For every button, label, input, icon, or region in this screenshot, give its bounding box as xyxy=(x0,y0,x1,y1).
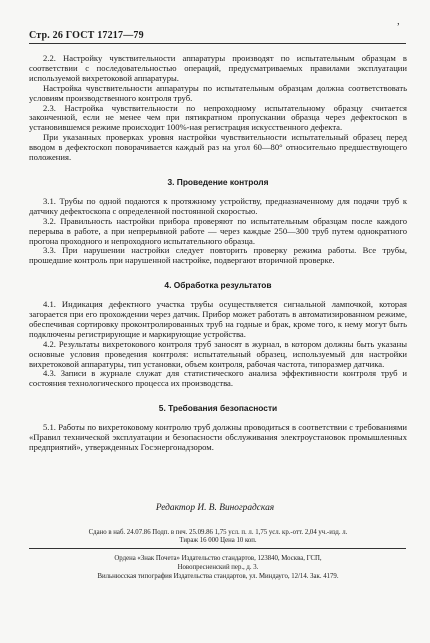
header-rule xyxy=(29,43,406,44)
paragraph: 3.2. Правильность настройки прибора проверяют по испытательным образцам после каждого перерыва в работе, а при непрерывной работе — через каждые 250—300 труб путем однократного прогона проходного и непроходного испытательного образца. xyxy=(29,215,407,246)
paragraph: 2.3. Настройка чувствительности по непроходному испытательному образцу считается законченной, если не менее чем при пятикратном пропускании образца через дефектоскоп в установившемся режиме происходит 100%-ная регистрация искусственного дефекта. xyxy=(29,102,407,133)
paragraph: 3.3. При нарушении настройки следует повторить проверку режима работы. Все трубы, прошедшие контроль при нарушенной настройке, подвергают вторичной проверке. xyxy=(29,245,407,266)
paragraph: 4.2. Результаты вихретокового контроля труб заносят в журнал, в котором должны быть указаны основные условия проведения контроля: испытательный образец, используемый для настройки вихретоковой аппаратуры, тип установки, объем контроля, рабочая частота, типоразмер датчика. xyxy=(29,338,407,369)
editor-credit: Редактор И. В. Виноградская xyxy=(155,503,275,513)
print-imprint xyxy=(29,529,407,546)
paragraph: 2.2. Настройку чувствительности аппаратуры производят по испытательным образцам в соответствии с последовательностью операций, предусматриваемых правилами эксплуатации используемой вихретоковой аппаратуры. xyxy=(29,53,407,83)
publisher-info xyxy=(29,554,407,581)
publisher-line: Вильнюсская типография Издательства стандартов, ул. Миндауго, 12/14. Зак. 4179. xyxy=(97,573,339,580)
paragraph: 5.1. Работы по вихретоковому контролю труб должны проводиться в соответствии с требованиями «Правил технической эксплуатации и безопасности обслуживания электроустановок промышленных предприятий», утвержденных Госэнергонадзором. xyxy=(29,422,407,452)
imprint-line: Сдано в наб. 24.07.86 Подп. в печ. 25.09.86 1,75 усл. п. л. 1,75 усл. кр.-отт. 2,04 уч.-изд. л. xyxy=(88,529,348,536)
publisher-line: Ордена «Знак Почета» Издательство стандартов, 123840, Москва, ГСП, xyxy=(114,555,322,562)
paragraph: Настройка чувствительности аппаратуры по испытательным образцам должна соответствовать условиям производственного контроля труб. xyxy=(29,82,407,103)
page-header: Стр. 26 ГОСТ 17217—79 xyxy=(29,30,144,41)
corner-mark: ‚ xyxy=(396,16,400,27)
publisher-line: Новопресненский пер., д. 3. xyxy=(177,564,259,571)
imprint-rule xyxy=(29,548,406,549)
document-body xyxy=(29,54,407,453)
section-heading: 3. Проведение контроля xyxy=(167,176,269,187)
section-heading: 5. Требования безопасности xyxy=(158,403,278,414)
paragraph: 4.3. Записи в журнале служат для статистического анализа эффективности контроля труб и состояния технологического процесса их производства. xyxy=(29,368,407,389)
section-heading: 4. Обработка результатов xyxy=(164,280,272,291)
paragraph: 3.1. Трубы по одной подаются к протяжному устройству, предназначенному для подачи труб к датчику дефектоскопа с определенной постоянной скоростью. xyxy=(29,195,407,216)
paragraph: При указанных проверках уровня настройки чувствительности испытательный образец перед вводом в дефектоскоп поворачивается каждый раз на угол 60—80° относительно предшествующего положения. xyxy=(29,132,407,163)
imprint-line: Тираж 16 000 Цена 10 коп. xyxy=(179,537,257,545)
paragraph: 4.1. Индикация дефектного участка трубы осуществляется сигнальной лампочкой, которая загорается при его прохождении через датчик. Прибор может работать в автоматизированном режиме, обеспечивая сортировку проконтролированных труб на годные и брак, кроме того, к нему могут быть подключены регистрирующие и маркирующие устройства. xyxy=(29,299,407,339)
